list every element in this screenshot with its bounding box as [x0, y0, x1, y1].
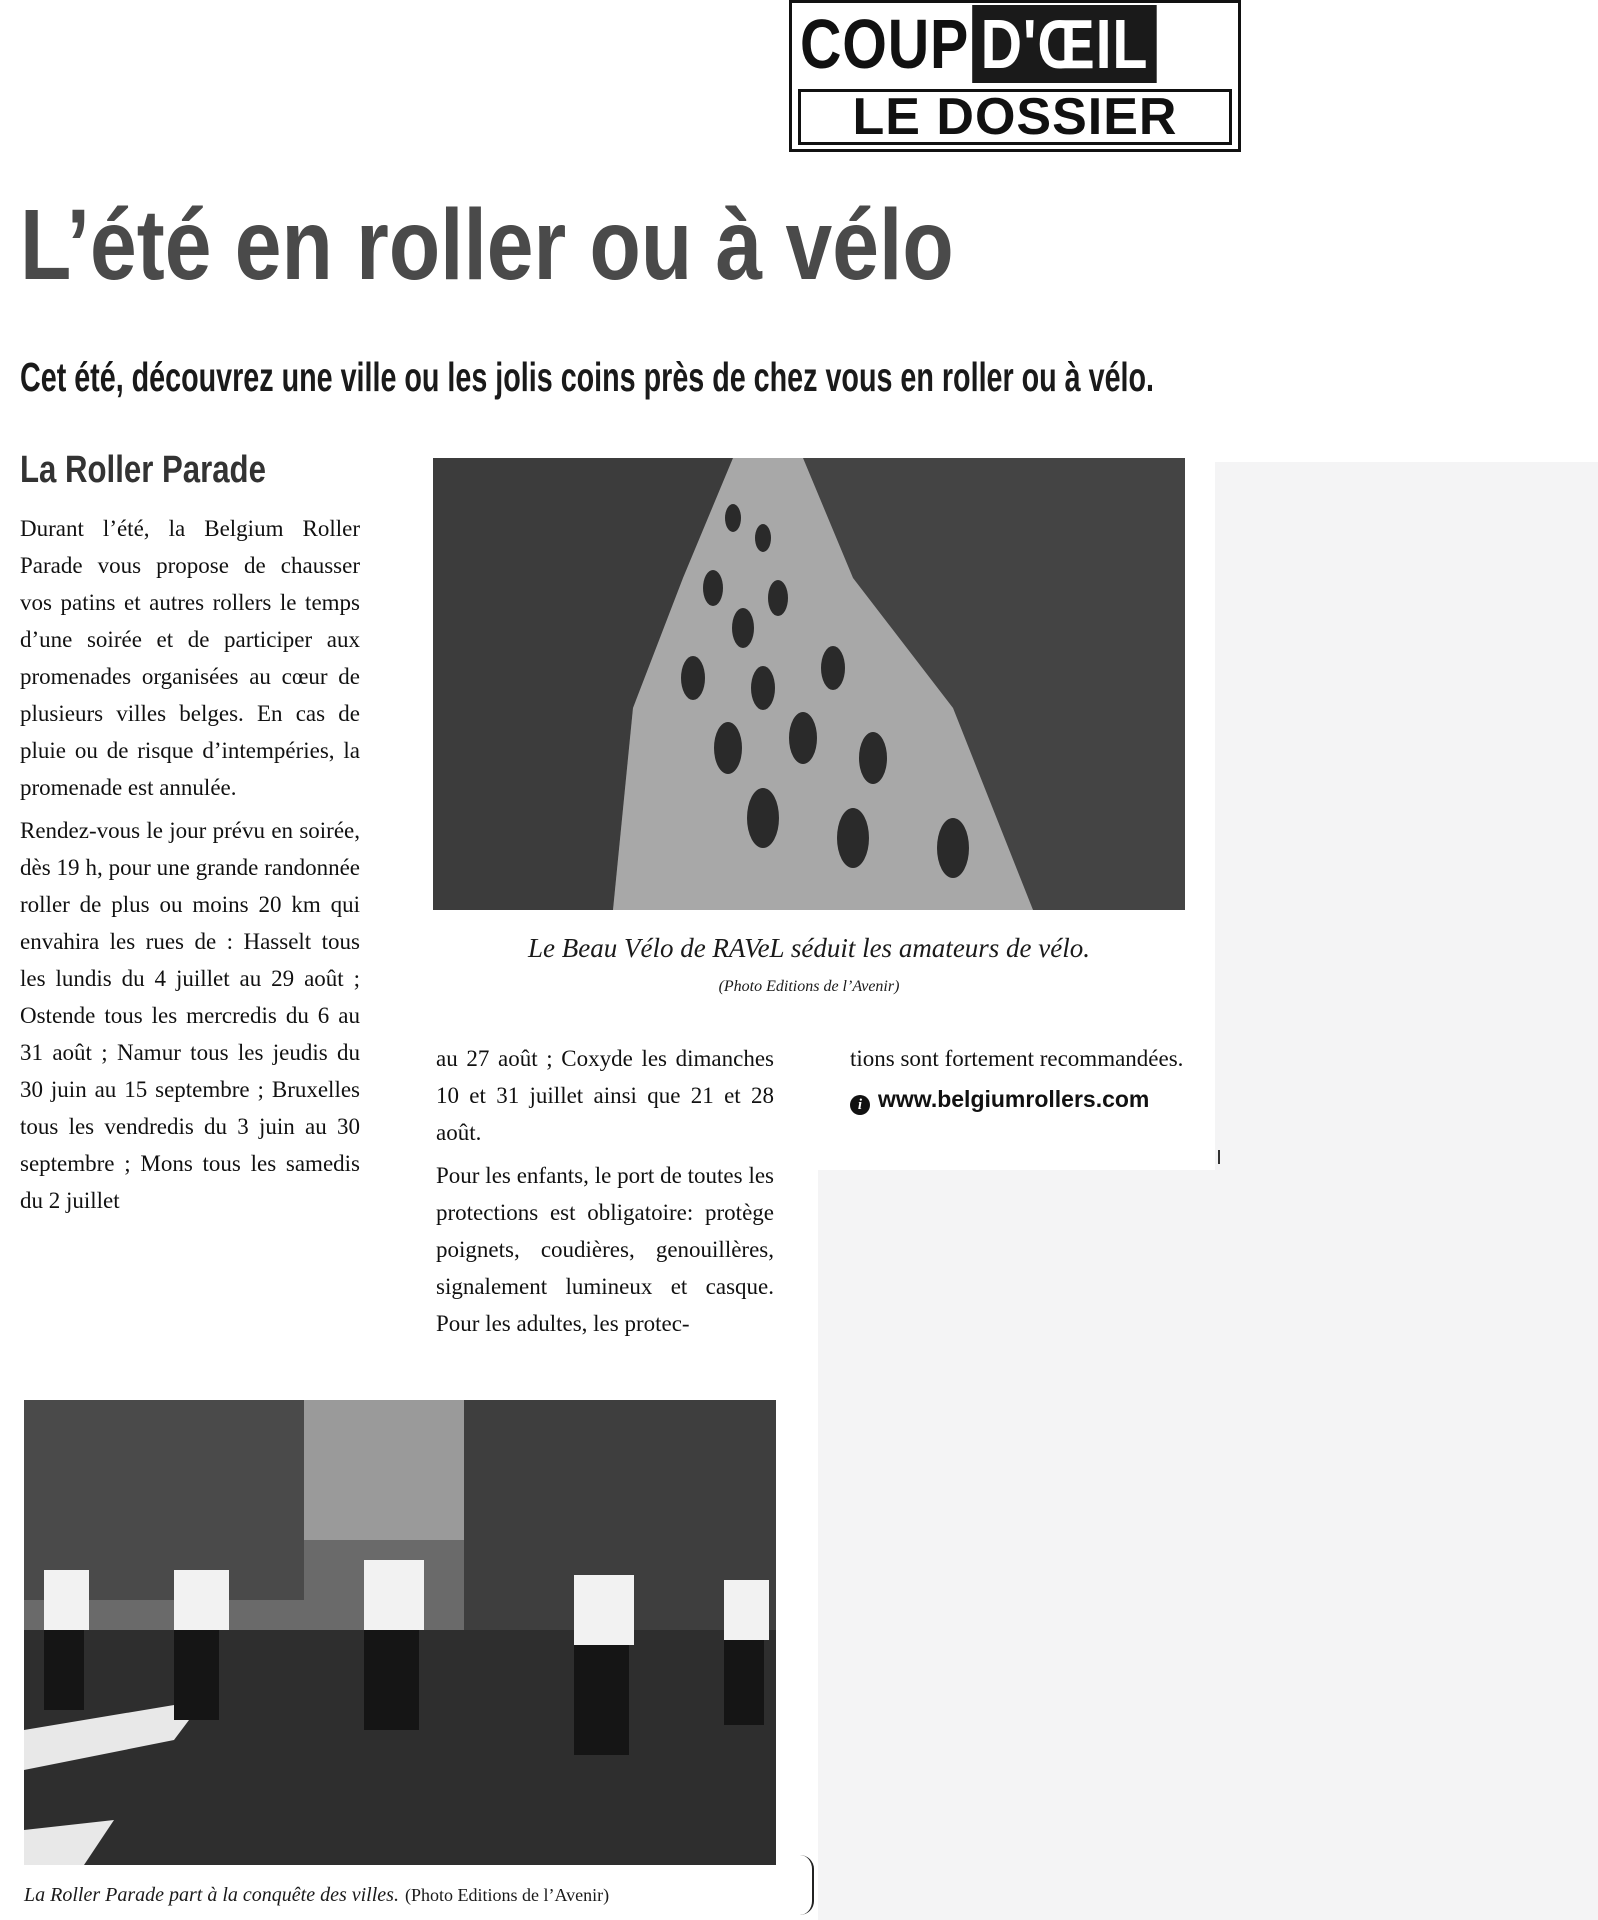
- website-link[interactable]: [850, 1081, 1188, 1118]
- photo-roller-parade-caption-line: [24, 1880, 609, 1910]
- photo-roller-parade-caption: La Roller Parade part à la conquête des villes.: [24, 1884, 399, 1906]
- column-2: [436, 1040, 774, 1342]
- scan-mark: [1218, 1150, 1220, 1164]
- photo-cyclists-caption: Le Beau Vélo de RAVeL séduit les amateurs de vélo.: [527, 933, 1091, 963]
- column-3-paragraph-1: tions sont fortement recommandées.: [850, 1046, 1184, 1071]
- column-1-paragraph-2: Rendez-vous le jour prévu en soirée, dès 19 h, pour une grande randonnée roller de plus ou moins 20 km qui envahira les rues de : Hasselt tous les lundis du 4 juillet au 29 août ; Ostende tous les mercredis du 6 au 31 août ; Namur tous les jeudis du 30 juin au 15 septembre ; Bruxelles tous les vendredis du 3 juin au 30 septembre ; Mons tous les samedis du 2 juillet: [20, 818, 360, 1213]
- scan-background: [1215, 462, 1598, 1920]
- rubric-label-top: [800, 5, 1156, 83]
- rubric-word-coup: COUP: [800, 5, 970, 83]
- section-title: La Roller Parade: [20, 449, 266, 491]
- photo-cyclists-image: [433, 458, 1185, 910]
- photo-roller-parade: [24, 1400, 776, 1865]
- scan-mark-bracket: [800, 1855, 814, 1915]
- article-headline: L’été en roller ou à vélo: [20, 189, 954, 301]
- photo-cyclists-credit: (Photo Editions de l’Avenir): [718, 978, 900, 995]
- info-icon: i: [850, 1095, 870, 1115]
- scan-background-lower: [818, 1170, 1218, 1920]
- column-1-paragraph-1: Durant l’été, la Belgium Roller Parade vous propose de chausser vos patins et autres rollers le temps d’une soirée et de participer aux promenades organisées au cœur de plusieurs villes belges. En cas de pluie ou de risque d’intempéries, la promenade est annulée.: [20, 516, 360, 800]
- rubric-label-dossier: LE DOSSIER: [798, 89, 1232, 145]
- column-3: [850, 1040, 1188, 1118]
- photo-roller-parade-image: [24, 1400, 776, 1865]
- rubric-word-doeil: D'ŒIL: [972, 5, 1156, 83]
- column-2-paragraph-2: Pour les enfants, le port de toutes les protections est obligatoire: protège poignets, coudières, genouillères, signalement lumineux et casque. Pour les adultes, les protec-: [436, 1163, 774, 1336]
- photo-roller-parade-credit: (Photo Editions de l’Avenir): [404, 1885, 610, 1905]
- article-standfirst: Cet été, découvrez une ville ou les jolis coins près de chez vous en roller ou à vélo.: [20, 354, 1155, 400]
- column-2-paragraph-1: au 27 août ; Coxyde les dimanches 10 et 31 juillet ainsi que 21 et 28 août.: [436, 1046, 774, 1145]
- column-1: [20, 510, 360, 1219]
- website-link-text[interactable]: www.belgiumrollers.com: [878, 1086, 1150, 1112]
- rubric-box: [789, 0, 1241, 152]
- photo-cyclists: [433, 458, 1185, 910]
